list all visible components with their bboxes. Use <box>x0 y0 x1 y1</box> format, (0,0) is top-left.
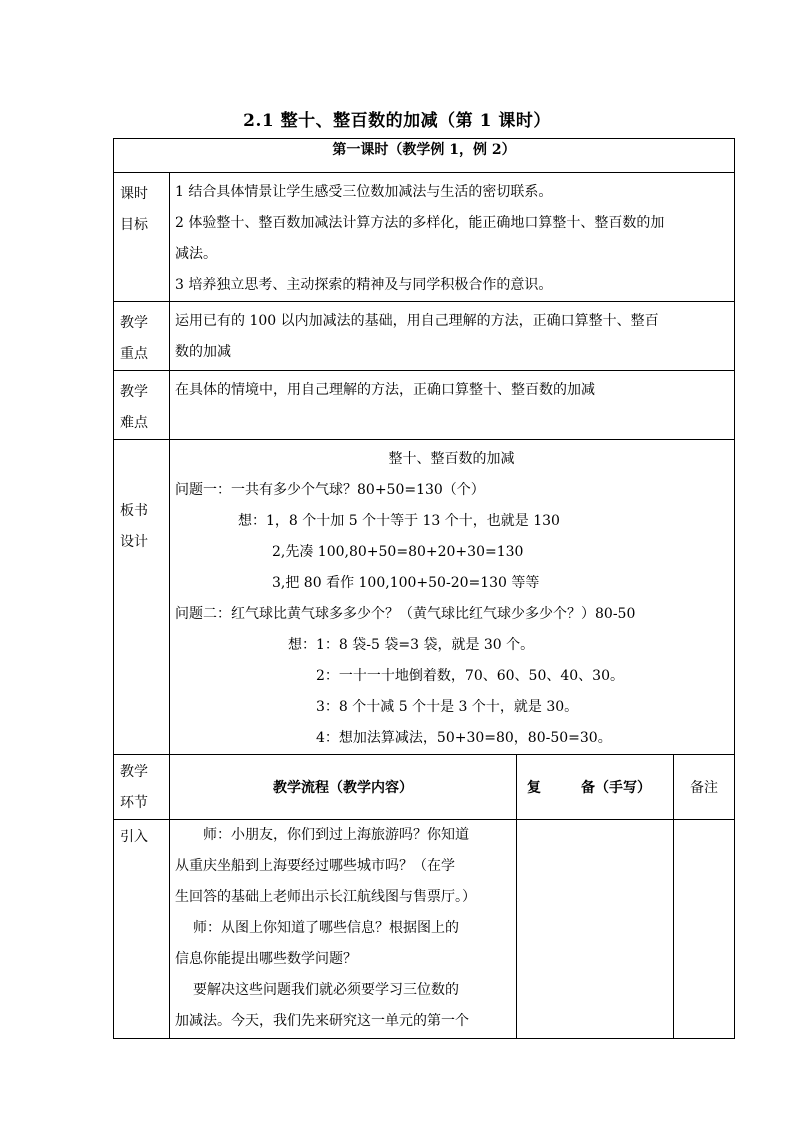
objectives-content <box>170 173 735 302</box>
intro-line: 师：从图上你知道了哪些信息？根据图上的 <box>193 920 459 936</box>
key-points-label: 教学 重点 <box>114 302 170 371</box>
board-question-1: 问题一：一共有多少个气球？80+50=130（个） <box>175 482 485 498</box>
board-answer: 想：1，8 个十加 5 个十等于 13 个十，也就是 130 <box>238 513 560 529</box>
objective-line: 减法。 <box>175 246 217 262</box>
board-answer: 2：一十一十地倒着数，70、60、50、40、30。 <box>316 668 624 684</box>
intro-line: 生回答的基础上老师出示长江航线图与售票厅。） <box>175 889 476 905</box>
key-points-content <box>170 302 735 371</box>
board-answer: 想：1：8 袋-5 袋=3 袋，就是 30 个。 <box>288 637 535 653</box>
board-answer: 2,先凑 100,80+50=80+20+30=130 <box>272 544 524 560</box>
key-point-line: 数的加减 <box>175 344 231 360</box>
table-header: 第一课时（教学例 1，例 2） <box>114 139 735 173</box>
board-answer: 3,把 80 看作 100,100+50-20=130 等等 <box>272 575 540 591</box>
board-answer: 4：想加法算减法，50+30=80，80-50=30。 <box>316 730 612 746</box>
notes-header: 备注 <box>674 755 735 820</box>
intro-line: 加减法。今天，我们先来研究这一单元的第一个 <box>175 1013 469 1029</box>
prep-header: 复 备（手写） <box>517 755 674 820</box>
objective-line: 1 结合具体情景让学生感受三位数加减法与生活的密切联系。 <box>175 184 553 200</box>
board-heading: 整十、整百数的加减 <box>388 451 515 467</box>
objective-line: 3 培养独立思考、主动探索的精神及与同学积极合作的意识。 <box>175 277 553 293</box>
key-points-row <box>114 302 735 371</box>
intro-label: 引入 <box>114 820 170 1039</box>
difficulties-label: 教学 难点 <box>114 371 170 440</box>
process-content-header: 教学流程（教学内容） <box>170 755 517 820</box>
objectives-label: 课时 目标 <box>114 173 170 302</box>
board-design-content <box>170 440 735 755</box>
intro-row <box>114 820 735 1039</box>
intro-line: 从重庆坐船到上海要经过哪些城市吗？（在学 <box>175 858 455 874</box>
board-answer: 3：8 个十减 5 个十是 3 个十，就是 30。 <box>316 699 579 715</box>
difficulties-row <box>114 371 735 440</box>
objective-line: 2 体验整十、整百数加减法计算方法的多样化，能正确地口算整十、整百数的加 <box>175 215 665 231</box>
intro-content <box>170 820 517 1039</box>
board-design-row <box>114 440 735 755</box>
process-stage-label: 教学 环节 <box>114 755 170 820</box>
page-title: 2.1 整十、整百数的加减（第 1 课时） <box>243 111 551 131</box>
notes-cell <box>674 820 735 1039</box>
intro-line: 师：小朋友，你们到过上海旅游吗？你知道 <box>203 827 469 843</box>
intro-line: 信息你能提出哪些数学问题？ <box>175 951 357 967</box>
board-question-2: 问题二：红气球比黄气球多多少个？（黄气球比红气球少多少个？）80-50 <box>175 606 636 622</box>
process-header-row <box>114 755 735 820</box>
lesson-plan-table <box>113 138 735 1039</box>
difficulties-content <box>170 371 735 440</box>
prep-cell <box>517 820 674 1039</box>
difficulty-line: 在具体的情境中，用自己理解的方法，正确口算整十、整百数的加减 <box>175 382 595 398</box>
objectives-row <box>114 173 735 302</box>
intro-line: 要解决这些问题我们就必须要学习三位数的 <box>193 982 459 998</box>
board-design-label: 板书 设计 <box>114 440 170 755</box>
table-header-row <box>114 139 735 173</box>
key-point-line: 运用已有的 100 以内加减法的基础，用自己理解的方法，正确口算整十、整百 <box>175 313 659 329</box>
